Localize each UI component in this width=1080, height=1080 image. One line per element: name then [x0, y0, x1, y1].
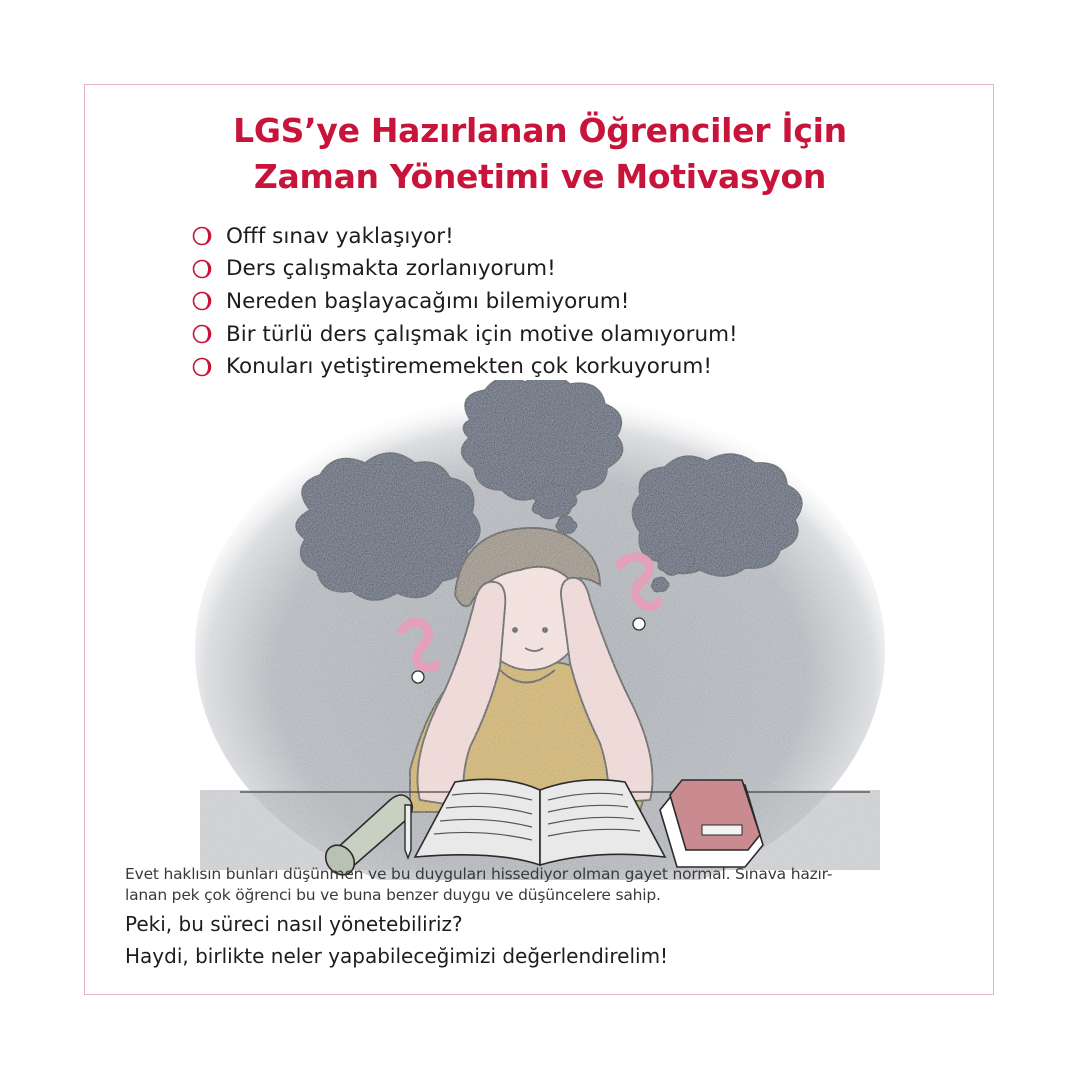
list-item-text: Ders çalışmakta zorlanıyorum!	[226, 256, 556, 282]
page-title	[0, 108, 1080, 200]
list-item-text: Nereden başlayacağımı bilemiyorum!	[226, 288, 630, 314]
list-item	[192, 350, 738, 383]
pencil	[405, 805, 411, 858]
circle-bullet-icon	[192, 358, 210, 376]
open-book	[415, 779, 665, 865]
title-line-2: Zaman Yönetimi ve Motivasyon	[253, 157, 827, 196]
circle-bullet-icon	[192, 260, 210, 278]
body-line-2: lanan pek çok öğrenci bu ve buna benzer duygu ve düşüncelere sahip.	[125, 886, 661, 904]
title-line-1: LGS’ye Hazırlanan Öğrenciler İçin	[233, 111, 847, 150]
call-to-action-text: Haydi, birlikte neler yapabileceğimizi değerlendirelim!	[125, 944, 669, 968]
circle-bullet-icon	[192, 325, 210, 343]
list-item-text: Bir türlü ders çalışmak için motive olamıyorum!	[226, 321, 738, 347]
stack-of-books	[660, 780, 763, 867]
list-item	[192, 220, 738, 253]
list-item	[192, 253, 738, 286]
body-paragraph	[125, 864, 905, 906]
circle-bullet-icon	[192, 227, 210, 245]
stressed-student-illustration	[180, 380, 900, 880]
concerns-list	[192, 220, 738, 383]
list-item	[192, 318, 738, 351]
list-item	[192, 285, 738, 318]
list-item-text: Offf sınav yaklaşıyor!	[226, 223, 454, 249]
question-text: Peki, bu süreci nasıl yönetebiliriz?	[125, 912, 463, 936]
circle-bullet-icon	[192, 292, 210, 310]
list-item-text: Konuları yetiştirememekten çok korkuyorum!	[226, 354, 712, 380]
body-line-1: Evet haklısın bunları düşünmen ve bu duyguları hissediyor olman gayet normal. Sınava hazır-	[125, 865, 833, 883]
